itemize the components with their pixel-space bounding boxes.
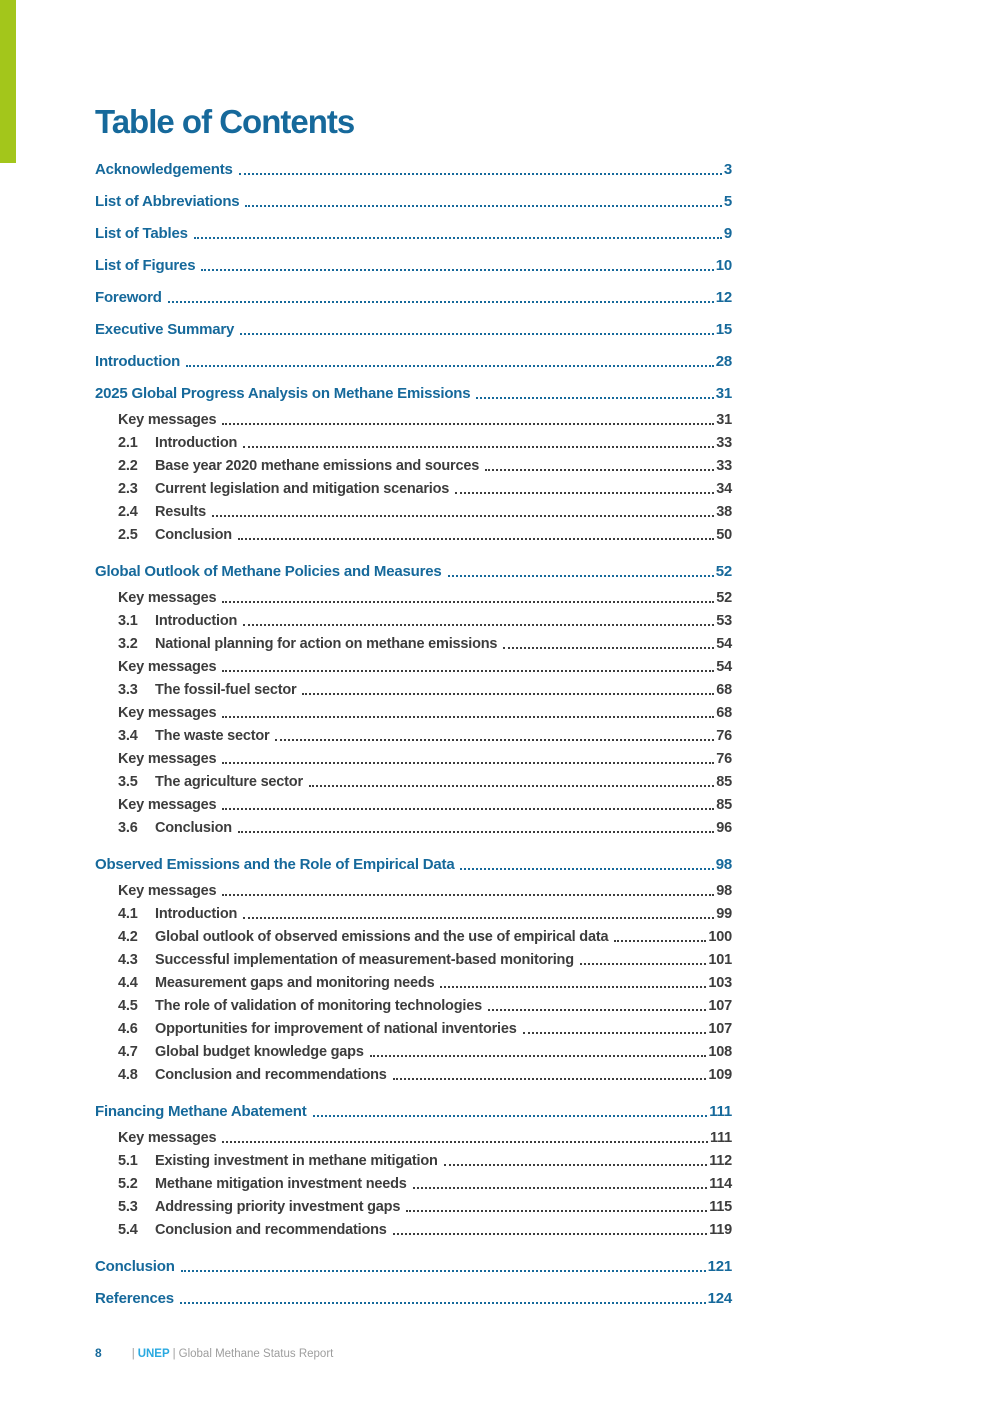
dot-leader [440,986,706,988]
dot-leader [243,624,714,626]
dot-leader [448,575,714,577]
toc-entry-label: List of Figures [95,256,196,274]
dot-leader [614,940,706,942]
toc-entry[interactable] [95,1281,732,1313]
toc-entry-label: Successful implementation of measurement-based monitoring [155,951,574,968]
toc-entry-page: 111 [710,1129,732,1146]
toc-entry-number: 3.2 [118,635,138,652]
dot-leader [413,1187,708,1189]
toc-entry[interactable] [95,1126,732,1149]
toc-entry[interactable] [95,994,732,1017]
toc-entry-label: The role of validation of monitoring technologies [155,997,482,1014]
toc-entry[interactable] [95,770,732,793]
toc-entry[interactable] [95,847,732,879]
toc-entry-label: List of Abbreviations [95,192,240,210]
toc-entry[interactable] [95,586,732,609]
dot-leader [455,492,714,494]
toc-entry-page: 34 [716,480,732,497]
toc-entry-page: 85 [716,796,732,813]
toc-entry[interactable] [95,1017,732,1040]
toc-entry-page: 52 [716,589,732,606]
dot-leader [222,894,714,896]
accent-bar [0,0,16,163]
toc-entry-page: 100 [708,928,732,945]
toc-entry-number: 4.6 [118,1020,138,1037]
toc-entry-page: 107 [708,1020,732,1037]
page-footer [95,1346,915,1360]
toc-entry[interactable] [95,554,732,586]
toc-entry-label: Key messages [118,750,217,767]
toc-entry[interactable] [95,454,732,477]
toc-entry-label: Introduction [155,905,238,922]
dot-leader [180,1302,706,1304]
toc-entry-page: 68 [716,704,732,721]
toc-entry-number: 4.3 [118,951,138,968]
toc-entry-label: The waste sector [155,727,270,744]
dot-leader [222,716,714,718]
toc-entry-label: 2025 Global Progress Analysis on Methane Emissions [95,384,471,402]
dot-leader [186,365,714,367]
dot-leader [393,1078,707,1080]
toc-entry-label: Introduction [155,612,238,629]
footer-text [129,1348,334,1360]
toc-entry[interactable] [95,1149,732,1172]
toc-page [95,0,732,1313]
toc-entry[interactable] [95,477,732,500]
toc-entry[interactable] [95,632,732,655]
toc-entry-page: 52 [715,562,732,580]
toc-entry-page: 54 [716,635,732,652]
toc-entry-page: 112 [709,1152,732,1169]
toc-entry-number: 4.7 [118,1043,138,1060]
toc-entry-page: 119 [709,1221,732,1238]
toc-entry-page: 76 [716,727,732,744]
toc-entry[interactable] [95,408,732,431]
toc-entry[interactable] [95,376,732,408]
toc-entry[interactable] [95,655,732,678]
dot-leader [460,868,713,870]
dot-leader [275,739,714,741]
toc-entry-page: 109 [708,1066,732,1083]
toc-entry[interactable] [95,701,732,724]
toc-entry-label: Base year 2020 methane emissions and sources [155,457,480,474]
toc-entry-label: Results [155,503,206,520]
toc-entry-label: Key messages [118,882,217,899]
toc-entry-label: Acknowledgements [95,160,233,178]
toc-entry-label: Opportunities for improvement of national inventories [155,1020,517,1037]
dot-leader [243,446,714,448]
toc-entry-number: 4.4 [118,974,138,991]
toc-entry[interactable] [95,1172,732,1195]
toc-entry[interactable] [95,523,732,546]
toc-entry-number: 5.1 [118,1152,138,1169]
toc-entry[interactable] [95,816,732,839]
dot-leader [222,762,714,764]
toc-entry-page: 76 [716,750,732,767]
dot-leader [245,205,721,207]
toc-entry-page: 108 [708,1043,732,1060]
toc-entry-label: Conclusion [95,1257,175,1275]
toc-entry-label: Key messages [118,589,217,606]
toc-entry-label: Key messages [118,796,217,813]
toc-entry[interactable] [95,500,732,523]
toc-entry-number: 4.1 [118,905,138,922]
toc-entry-page: 38 [716,503,732,520]
toc-entry-label: Current legislation and mitigation scenarios [155,480,450,497]
dot-leader [181,1270,706,1272]
toc-entry-number: 4.2 [118,928,138,945]
toc-entry[interactable] [95,312,732,344]
dot-leader [476,397,713,399]
toc-entry[interactable] [95,1249,732,1281]
toc-entry-page: 85 [716,773,732,790]
toc-entry-number: 3.6 [118,819,138,836]
toc-entry[interactable] [95,879,732,902]
toc-entry-page: 50 [716,526,732,543]
toc-entry[interactable] [95,1040,732,1063]
dot-leader [168,301,714,303]
toc-entry[interactable] [95,1195,732,1218]
toc-entry[interactable] [95,431,732,454]
toc-entry[interactable] [95,344,732,376]
toc-entry-page: 54 [716,658,732,675]
footer-separator: | [131,1348,135,1360]
toc-entry-page: 107 [708,997,732,1014]
dot-leader [222,601,714,603]
dot-leader [201,269,713,271]
toc-entry[interactable] [95,609,732,632]
toc-entry-label: Key messages [118,658,217,675]
dot-leader [238,538,714,540]
dot-leader [222,423,714,425]
toc-entry-page: 33 [716,457,732,474]
toc-entry-label: The fossil-fuel sector [155,681,297,698]
toc-entry[interactable] [95,216,732,248]
toc-entry-label: Conclusion and recommendations [155,1066,387,1083]
toc-entry-label: Financing Methane Abatement [95,1102,307,1120]
toc-entry-label: Conclusion and recommendations [155,1221,387,1238]
toc-entry-page: 124 [707,1289,732,1307]
toc-entry-page: 10 [715,256,732,274]
toc-entry[interactable] [95,678,732,701]
toc-entry-label: Observed Emissions and the Role of Empirical Data [95,855,455,873]
toc-entry-label: Conclusion [155,819,232,836]
dot-leader [212,515,714,517]
toc-entry[interactable] [95,1063,732,1086]
dot-leader [302,693,714,695]
toc-entry-label: Foreword [95,288,162,306]
toc-entry[interactable] [95,793,732,816]
toc-entry-page: 15 [715,320,732,338]
toc-entry-label: Conclusion [155,526,232,543]
toc-entry-page: 31 [716,411,732,428]
toc-entry-label: List of Tables [95,224,188,242]
toc-entry-label: References [95,1289,174,1307]
dot-leader [406,1210,707,1212]
dot-leader [393,1233,708,1235]
toc-entry-page: 98 [715,855,732,873]
toc-entry[interactable] [95,724,732,747]
toc-entry-number: 3.1 [118,612,138,629]
footer-report-title: Global Methane Status Report [178,1348,334,1360]
toc-entry-page: 99 [716,905,732,922]
toc-entry-label: Global budget knowledge gaps [155,1043,364,1060]
dot-leader [239,173,722,175]
footer-page-number: 8 [95,1346,102,1360]
toc-entry-label: Key messages [118,1129,217,1146]
dot-leader [238,831,714,833]
toc-entry-page: 98 [716,882,732,899]
toc-entry[interactable] [95,280,732,312]
toc-entry[interactable] [95,152,732,184]
toc-entry[interactable] [95,902,732,925]
toc-entry-page: 31 [715,384,732,402]
dot-leader [222,1141,708,1143]
toc-entry-page: 3 [723,160,732,178]
toc-entry[interactable] [95,971,732,994]
toc-entry[interactable] [95,747,732,770]
toc-entry-number: 2.3 [118,480,138,497]
toc-entry[interactable] [95,248,732,280]
toc-entry-label: National planning for action on methane emissions [155,635,498,652]
toc-entry-label: Introduction [155,434,238,451]
toc-entry-page: 115 [709,1198,732,1215]
dot-leader [488,1009,706,1011]
dot-leader [485,469,714,471]
toc-entry-page: 101 [708,951,732,968]
dot-leader [503,647,714,649]
toc-entry-page: 12 [715,288,732,306]
toc-entry-label: Methane mitigation investment needs [155,1175,407,1192]
dot-leader [309,785,714,787]
dot-leader [194,237,722,239]
dot-leader [222,670,714,672]
toc-entry-page: 121 [707,1257,732,1275]
toc-entry-page: 103 [708,974,732,991]
toc-entry[interactable] [95,1094,732,1126]
toc-entry-page: 28 [715,352,732,370]
toc-entry-label: Existing investment in methane mitigation [155,1152,438,1169]
footer-org: UNEP [137,1348,170,1360]
toc-entry-label: Key messages [118,704,217,721]
toc-entry-number: 5.4 [118,1221,138,1238]
toc-entry-page: 96 [716,819,732,836]
toc-entry-page: 33 [716,434,732,451]
dot-leader [240,333,714,335]
toc-entry[interactable] [95,1218,732,1241]
dot-leader [243,917,714,919]
toc-entry-page: 114 [709,1175,732,1192]
toc-entry-number: 5.3 [118,1198,138,1215]
toc-entry-page: 68 [716,681,732,698]
toc-entry-number: 3.3 [118,681,138,698]
dot-leader [370,1055,707,1057]
toc-entry-number: 4.8 [118,1066,138,1083]
toc-entry[interactable] [95,948,732,971]
dot-leader [222,808,714,810]
footer-separator: | [172,1348,176,1360]
toc-entry-label: Addressing priority investment gaps [155,1198,401,1215]
dot-leader [523,1032,707,1034]
toc-entry-label: Executive Summary [95,320,235,338]
dot-leader [313,1115,708,1117]
dot-leader [580,963,707,965]
toc-entry-page: 53 [716,612,732,629]
toc-entry-page: 111 [709,1102,732,1120]
toc-entry-number: 5.2 [118,1175,138,1192]
toc-entry-page: 5 [723,192,732,210]
page-title: Table of Contents [95,103,355,140]
toc-list [95,152,732,1313]
dot-leader [444,1164,708,1166]
toc-entry[interactable] [95,925,732,948]
toc-entry-label: Measurement gaps and monitoring needs [155,974,435,991]
toc-entry-number: 3.5 [118,773,138,790]
toc-entry-label: The agriculture sector [155,773,303,790]
toc-entry[interactable] [95,184,732,216]
toc-entry-label: Global Outlook of Methane Policies and Measures [95,562,442,580]
toc-entry-page: 9 [723,224,732,242]
toc-entry-label: Global outlook of observed emissions and the use of empirical data [155,928,609,945]
toc-entry-number: 3.4 [118,727,138,744]
toc-entry-number: 2.1 [118,434,138,451]
toc-entry-label: Key messages [118,411,217,428]
toc-entry-label: Introduction [95,352,181,370]
toc-entry-number: 2.2 [118,457,138,474]
toc-entry-number: 4.5 [118,997,138,1014]
toc-entry-number: 2.4 [118,503,138,520]
toc-entry-number: 2.5 [118,526,138,543]
